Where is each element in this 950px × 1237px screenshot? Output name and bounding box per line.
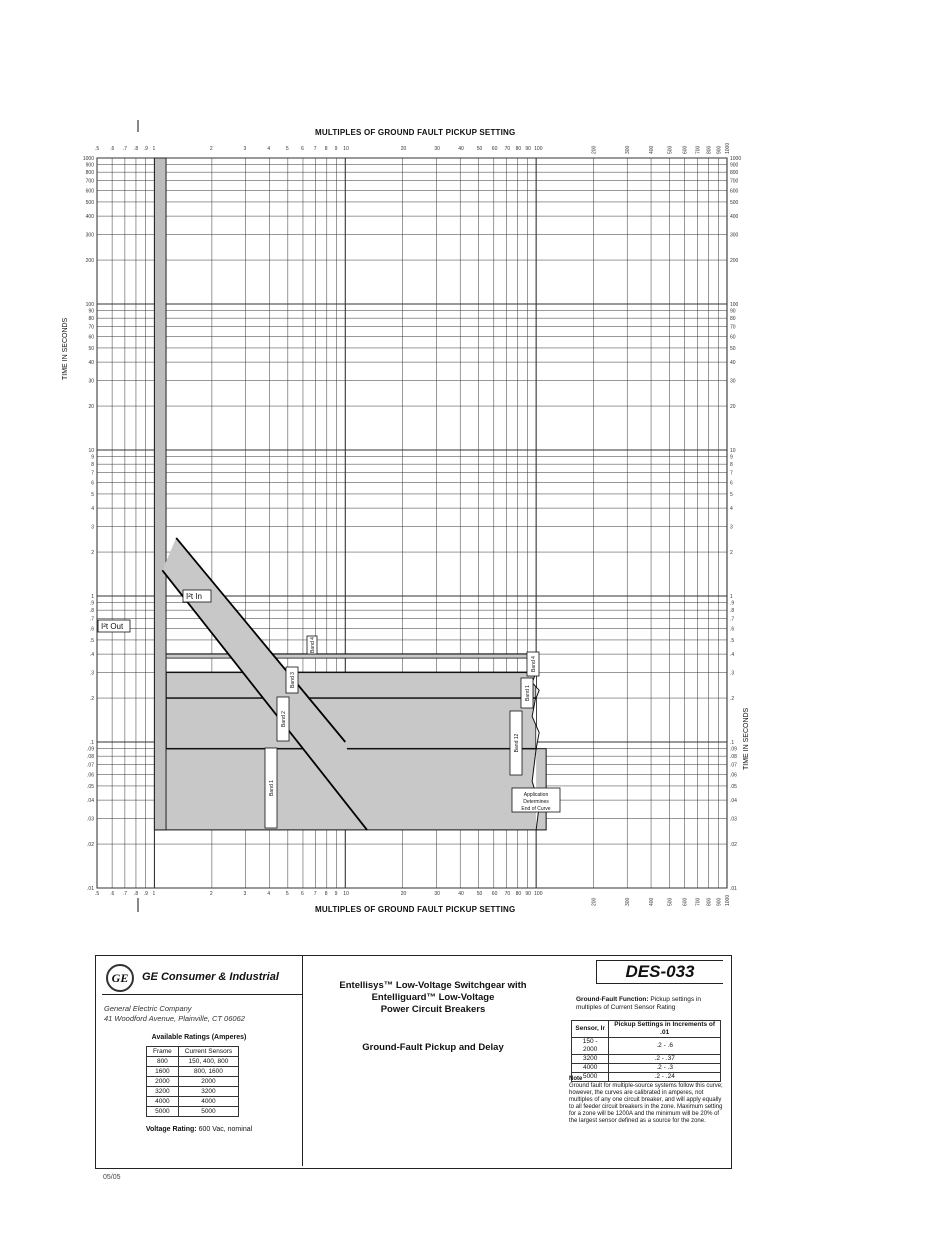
- band-12-label: Band 12: [514, 733, 520, 753]
- band-1b-label: Band 1: [525, 685, 531, 701]
- x-tick-label-top: 10: [343, 146, 349, 152]
- table-row: [147, 1097, 239, 1107]
- x-tick-label-top: 500: [667, 145, 674, 154]
- x-tick-label-bottom: 80: [515, 891, 522, 897]
- settings-cell: [569, 956, 730, 1166]
- x-tick-label-top: 3: [243, 146, 247, 152]
- y-tick-label-right: .09: [730, 746, 737, 753]
- y-tick-label-right: 40: [730, 360, 736, 367]
- x-axis-title-top: MULTIPLES OF GROUND FAULT PICKUP SETTING: [315, 128, 516, 137]
- y-tick-label-left: .02: [87, 842, 94, 849]
- y-tick-label-right: .9: [730, 600, 735, 607]
- table-row: [147, 1057, 239, 1067]
- x-tick-label-top: .7: [122, 146, 128, 152]
- x-tick-label-top: 50: [476, 146, 483, 152]
- y-tick-label-right: 100: [730, 302, 739, 308]
- address-line-2: 41 Woodford Avenue, Plainville, CT 06062: [104, 1014, 245, 1023]
- sensor-cell: 3200: [572, 1055, 609, 1064]
- y-tick-label-right: 90: [730, 308, 736, 315]
- application-note-line-1: Application: [523, 792, 549, 798]
- table-row: [147, 1107, 239, 1117]
- title-block: [95, 955, 732, 1169]
- y-tick-label-right: 2: [730, 550, 733, 557]
- x-tick-label-bottom: 300: [625, 897, 632, 906]
- x-tick-label-bottom: 9: [334, 891, 338, 897]
- pickup-cell: .2 - .37: [609, 1055, 721, 1064]
- sensor-cell: 5000: [178, 1107, 238, 1117]
- ge-logo-icon: GE: [106, 964, 134, 992]
- y-tick-label-right: .06: [730, 772, 737, 779]
- y-tick-label-right: 6: [730, 480, 733, 487]
- y-tick-label-right: 1: [730, 594, 733, 600]
- x-tick-label-bottom: 50: [476, 891, 483, 897]
- y-tick-label-right: 500: [730, 199, 739, 206]
- y-tick-label-left: .03: [87, 816, 94, 823]
- y-tick-label-left: .9: [89, 600, 94, 607]
- y-tick-label-left: .7: [89, 616, 94, 623]
- frame-cell: 2000: [147, 1077, 179, 1087]
- note-text: Ground fault for multiple-source systems follow this curve; however, the curves are calibrated in amperes, not multiples of any one circuit breaker, and will apply equally to all feeder circuit breakers in the zone. Maximum setting for a zone will be 1200A and the minimum will be 20% of the largest sensor defined as a source for the zone.: [569, 1083, 723, 1124]
- y-tick-label-left: 3: [91, 524, 94, 531]
- x-tick-label-top: 8: [324, 146, 328, 152]
- y-tick-label-right: 10: [730, 448, 736, 454]
- x-tick-label-top: .8: [133, 146, 139, 152]
- y-tick-label-right: .3: [730, 670, 735, 677]
- x-tick-label-top: 6: [300, 146, 304, 152]
- x-tick-label-top: .6: [110, 146, 115, 152]
- y-tick-label-left: 700: [85, 178, 94, 185]
- sensor-cell: 5000: [572, 1073, 609, 1082]
- y-tick-label-left: 1: [91, 594, 94, 600]
- table-row: [147, 1067, 239, 1077]
- y-tick-label-left: 60: [88, 334, 94, 341]
- x-tick-label-bottom: 8: [324, 891, 328, 897]
- note-label: Note: [569, 1076, 583, 1082]
- voltage-rating: [96, 1126, 302, 1133]
- y-tick-label-left: .07: [87, 762, 94, 769]
- y-tick-label-left: 400: [85, 214, 94, 221]
- y-tick-label-right: .02: [730, 842, 737, 849]
- x-tick-label-bottom: 40: [458, 891, 464, 897]
- y-tick-label-left: 2: [91, 550, 94, 557]
- sensor-cell: 4000: [178, 1097, 238, 1107]
- y-tick-label-left: .4: [89, 652, 94, 659]
- date-code: 05/05: [103, 1174, 121, 1181]
- band-3-label: Band 3: [290, 672, 296, 688]
- y-tick-label-left: 1000: [82, 156, 94, 162]
- y-axis-title-left: TIME IN SECONDS: [62, 317, 69, 380]
- x-tick-label-top: 5: [285, 146, 289, 152]
- y-tick-label-right: 7: [730, 470, 733, 477]
- x-tick-label-bottom: 100: [534, 891, 543, 897]
- x-axis-title-bottom: MULTIPLES OF GROUND FAULT PICKUP SETTING: [315, 905, 516, 914]
- y-tick-label-right: 3: [730, 524, 733, 531]
- product-line-3: Power Circuit Breakers: [380, 1004, 486, 1015]
- y-tick-label-right: .8: [730, 608, 735, 615]
- y-tick-label-right: 80: [730, 316, 736, 323]
- company-cell: [96, 956, 303, 1166]
- y-tick-label-right: .07: [730, 762, 737, 769]
- x-tick-label-top: 1000: [725, 142, 731, 154]
- y-tick-label-left: 5: [91, 491, 94, 498]
- y-tick-label-right: .03: [730, 816, 737, 823]
- y-tick-label-right: .05: [730, 783, 737, 790]
- x-tick-label-top: 30: [434, 146, 440, 152]
- x-tick-label-bottom: 900: [716, 897, 723, 906]
- x-tick-label-top: 80: [515, 146, 522, 152]
- pickup-header: Pickup Settings in Increments of .01: [609, 1021, 721, 1038]
- y-tick-label-right: .08: [730, 754, 737, 761]
- x-tick-label-top: 60: [491, 146, 498, 152]
- x-tick-label-top: 100: [534, 146, 543, 152]
- table-row: [572, 1064, 721, 1073]
- table-row: [572, 1055, 721, 1064]
- band-3-area: [166, 672, 536, 698]
- curve-title: Ground-Fault Pickup and Delay: [362, 1042, 504, 1053]
- band-4b-label: Band 4: [531, 656, 537, 672]
- gff-description: [576, 996, 726, 1012]
- y-tick-label-left: 100: [85, 302, 94, 308]
- y-tick-label-right: .01: [730, 886, 737, 892]
- x-tick-label-top: 2: [209, 146, 213, 152]
- y-tick-label-right: 700: [730, 178, 739, 185]
- x-tick-label-top: 800: [706, 145, 713, 154]
- table-row: [147, 1077, 239, 1087]
- y-tick-label-left: .05: [87, 783, 94, 790]
- sensor-header: Sensor, Ir: [572, 1021, 609, 1038]
- x-tick-label-bottom: 5: [285, 891, 289, 897]
- y-tick-label-left: 500: [85, 199, 94, 206]
- y-tick-label-right: .4: [730, 652, 735, 659]
- y-tick-label-right: 400: [730, 214, 739, 221]
- product-title: [313, 980, 553, 1016]
- x-tick-label-bottom: 700: [695, 897, 702, 906]
- x-tick-label-bottom: 600: [682, 897, 689, 906]
- y-tick-label-right: 1000: [730, 156, 742, 162]
- y-tick-label-right: 200: [730, 258, 739, 265]
- pickup-cell: .2 - .6: [609, 1038, 721, 1055]
- x-tick-label-bottom: 800: [706, 897, 713, 906]
- x-tick-label-bottom: 70: [504, 891, 511, 897]
- y-tick-label-right: 4: [730, 506, 733, 513]
- y-tick-label-right: 60: [730, 334, 736, 341]
- y-tick-label-left: .04: [87, 798, 94, 805]
- x-tick-label-top: .5: [95, 146, 100, 152]
- x-tick-label-bottom: 10: [343, 891, 349, 897]
- product-line-2: Entelliguard™ Low-Voltage: [371, 992, 495, 1003]
- y-tick-label-right: 900: [730, 162, 739, 169]
- x-tick-label-bottom: 200: [591, 897, 598, 906]
- x-tick-label-bottom: 400: [649, 897, 656, 906]
- y-tick-label-left: 90: [88, 308, 94, 315]
- x-tick-label-bottom: 90: [525, 891, 531, 897]
- x-tick-label-top: 900: [716, 145, 723, 154]
- y-tick-label-right: 300: [730, 232, 739, 239]
- gff-label: Ground-Fault Function:: [576, 996, 649, 1003]
- x-tick-label-top: 20: [400, 146, 407, 152]
- frame-cell: 4000: [147, 1097, 179, 1107]
- company-name: GE Consumer & Industrial: [142, 971, 279, 983]
- y-tick-label-left: 900: [85, 162, 94, 169]
- table-row: [147, 1087, 239, 1097]
- y-tick-label-right: .6: [730, 626, 735, 633]
- y-tick-label-left: .5: [89, 637, 94, 644]
- x-tick-label-bottom: 3: [243, 891, 247, 897]
- ratings-table: [146, 1046, 239, 1117]
- band-4-area: [166, 654, 536, 658]
- x-tick-label-bottom: 30: [434, 891, 440, 897]
- pickup-cell: .2 - .24: [609, 1073, 721, 1082]
- sensor-cell: 800, 1600: [178, 1067, 238, 1077]
- x-tick-label-bottom: 1000: [725, 894, 731, 906]
- sensor-cell: 2000: [178, 1077, 238, 1087]
- company-address: [104, 1004, 245, 1024]
- y-tick-label-right: 5: [730, 491, 733, 498]
- y-tick-label-right: 50: [730, 345, 736, 352]
- sensor-cell: 4000: [572, 1064, 609, 1073]
- y-tick-label-right: .1: [730, 740, 735, 746]
- y-tick-label-left: .2: [89, 696, 94, 703]
- y-tick-label-left: 80: [88, 316, 94, 323]
- band-2-label: Band 2: [281, 711, 287, 727]
- sensor-cell: 150 - 2000: [572, 1038, 609, 1055]
- y-tick-label-right: .5: [730, 637, 735, 644]
- y-tick-label-left: 10: [88, 448, 94, 454]
- y-tick-label-right: .04: [730, 798, 737, 805]
- frame-cell: 1600: [147, 1067, 179, 1077]
- y-tick-label-left: 300: [85, 232, 94, 239]
- y-tick-label-right: 600: [730, 188, 739, 195]
- x-tick-label-top: 40: [458, 146, 464, 152]
- x-tick-label-bottom: 7: [313, 891, 317, 897]
- x-tick-label-top: 4: [267, 146, 271, 152]
- y-tick-label-left: .3: [89, 670, 94, 677]
- ratings-header: Current Sensors: [178, 1047, 238, 1057]
- frame-cell: 800: [147, 1057, 179, 1067]
- y-tick-label-right: 8: [730, 462, 733, 469]
- note: [569, 1076, 727, 1125]
- frame-cell: 5000: [147, 1107, 179, 1117]
- ratings-title: Available Ratings (Amperes): [151, 1034, 247, 1041]
- y-tick-label-left: 4: [91, 506, 94, 513]
- i2t-out-label: I²t Out: [101, 622, 124, 631]
- pickup-cell: .2 - .3: [609, 1064, 721, 1073]
- x-tick-label-bottom: .6: [110, 891, 115, 897]
- y-tick-label-left: 40: [88, 360, 94, 367]
- sensor-cell: 3200: [178, 1087, 238, 1097]
- voltage-value: 600 Vac, nominal: [198, 1126, 253, 1133]
- x-tick-label-bottom: 60: [491, 891, 498, 897]
- x-tick-label-bottom: .9: [143, 891, 148, 897]
- y-tick-label-left: .06: [87, 772, 94, 779]
- y-tick-label-right: 30: [730, 378, 736, 385]
- x-tick-label-top: .9: [143, 146, 148, 152]
- x-tick-label-top: 600: [682, 145, 689, 154]
- y-tick-label-left: .09: [87, 746, 94, 753]
- x-tick-label-top: 1: [152, 146, 156, 152]
- y-tick-label-left: 20: [88, 404, 94, 411]
- pickup-settings-table: [571, 1020, 721, 1082]
- band-4-label: Band 4: [310, 637, 316, 653]
- y-tick-label-left: 7: [91, 470, 94, 477]
- y-tick-label-right: .2: [730, 696, 735, 703]
- ratings-header: Frame: [147, 1047, 179, 1057]
- pickup-band: [154, 158, 166, 830]
- x-tick-label-bottom: 2: [209, 891, 213, 897]
- y-tick-label-left: 50: [88, 345, 94, 352]
- y-tick-label-left: 800: [85, 170, 94, 177]
- x-tick-label-bottom: .7: [122, 891, 128, 897]
- y-tick-label-left: .6: [89, 626, 94, 633]
- y-tick-label-right: .7: [730, 616, 735, 623]
- voltage-label: Voltage Rating:: [145, 1126, 197, 1133]
- x-tick-label-top: 70: [504, 146, 511, 152]
- y-tick-label-right: 70: [730, 324, 736, 331]
- y-tick-label-left: 9: [91, 454, 94, 461]
- frame-cell: 3200: [147, 1087, 179, 1097]
- sensor-cell: 150, 400, 800: [178, 1057, 238, 1067]
- y-tick-label-left: 30: [88, 378, 94, 385]
- x-tick-label-bottom: 1: [152, 891, 156, 897]
- band-2-area: [166, 695, 536, 749]
- band-1-label: Band 1: [269, 780, 275, 796]
- x-tick-label-top: 9: [334, 146, 338, 152]
- x-tick-label-bottom: 500: [667, 897, 674, 906]
- application-note-line-3: End of Curve: [521, 806, 551, 812]
- gff-text: Pickup settings in multiples of Current Sensor Rating: [576, 996, 701, 1011]
- y-tick-label-left: 600: [85, 188, 94, 195]
- table-row: [572, 1038, 721, 1055]
- y-tick-label-left: .01: [87, 886, 94, 892]
- y-tick-label-left: 6: [91, 480, 94, 487]
- y-axis-title-right: TIME IN SECONDS: [743, 707, 750, 770]
- i2t-in-label: I²t In: [186, 592, 203, 601]
- x-tick-label-top: 400: [649, 145, 656, 154]
- y-tick-label-left: .8: [89, 608, 94, 615]
- x-tick-label-bottom: 20: [400, 891, 407, 897]
- document-number: DES-033: [596, 960, 723, 984]
- y-tick-label-left: .08: [87, 754, 94, 761]
- x-tick-label-top: 700: [695, 145, 702, 154]
- x-tick-label-top: 7: [313, 146, 317, 152]
- x-tick-label-top: 200: [591, 145, 598, 154]
- x-tick-label-top: 90: [525, 146, 531, 152]
- x-tick-label-bottom: 6: [300, 891, 304, 897]
- logo-row: [102, 964, 302, 995]
- x-tick-label-bottom: 4: [267, 891, 271, 897]
- y-tick-label-right: 20: [730, 404, 736, 411]
- product-cell: [303, 956, 553, 1166]
- address-line-1: General Electric Company: [104, 1004, 192, 1013]
- x-tick-label-top: 300: [625, 145, 632, 154]
- y-tick-label-right: 9: [730, 454, 733, 461]
- y-tick-label-left: 8: [91, 462, 94, 469]
- x-tick-label-bottom: .5: [95, 891, 100, 897]
- application-note-line-2: Determines: [523, 799, 549, 805]
- y-tick-label-right: 800: [730, 170, 739, 177]
- y-tick-label-left: 70: [88, 324, 94, 331]
- product-line-1: Entellisys™ Low-Voltage Switchgear with: [339, 980, 527, 991]
- y-tick-label-left: 200: [85, 258, 94, 265]
- y-tick-label-left: .1: [89, 740, 94, 746]
- x-tick-label-bottom: .8: [133, 891, 139, 897]
